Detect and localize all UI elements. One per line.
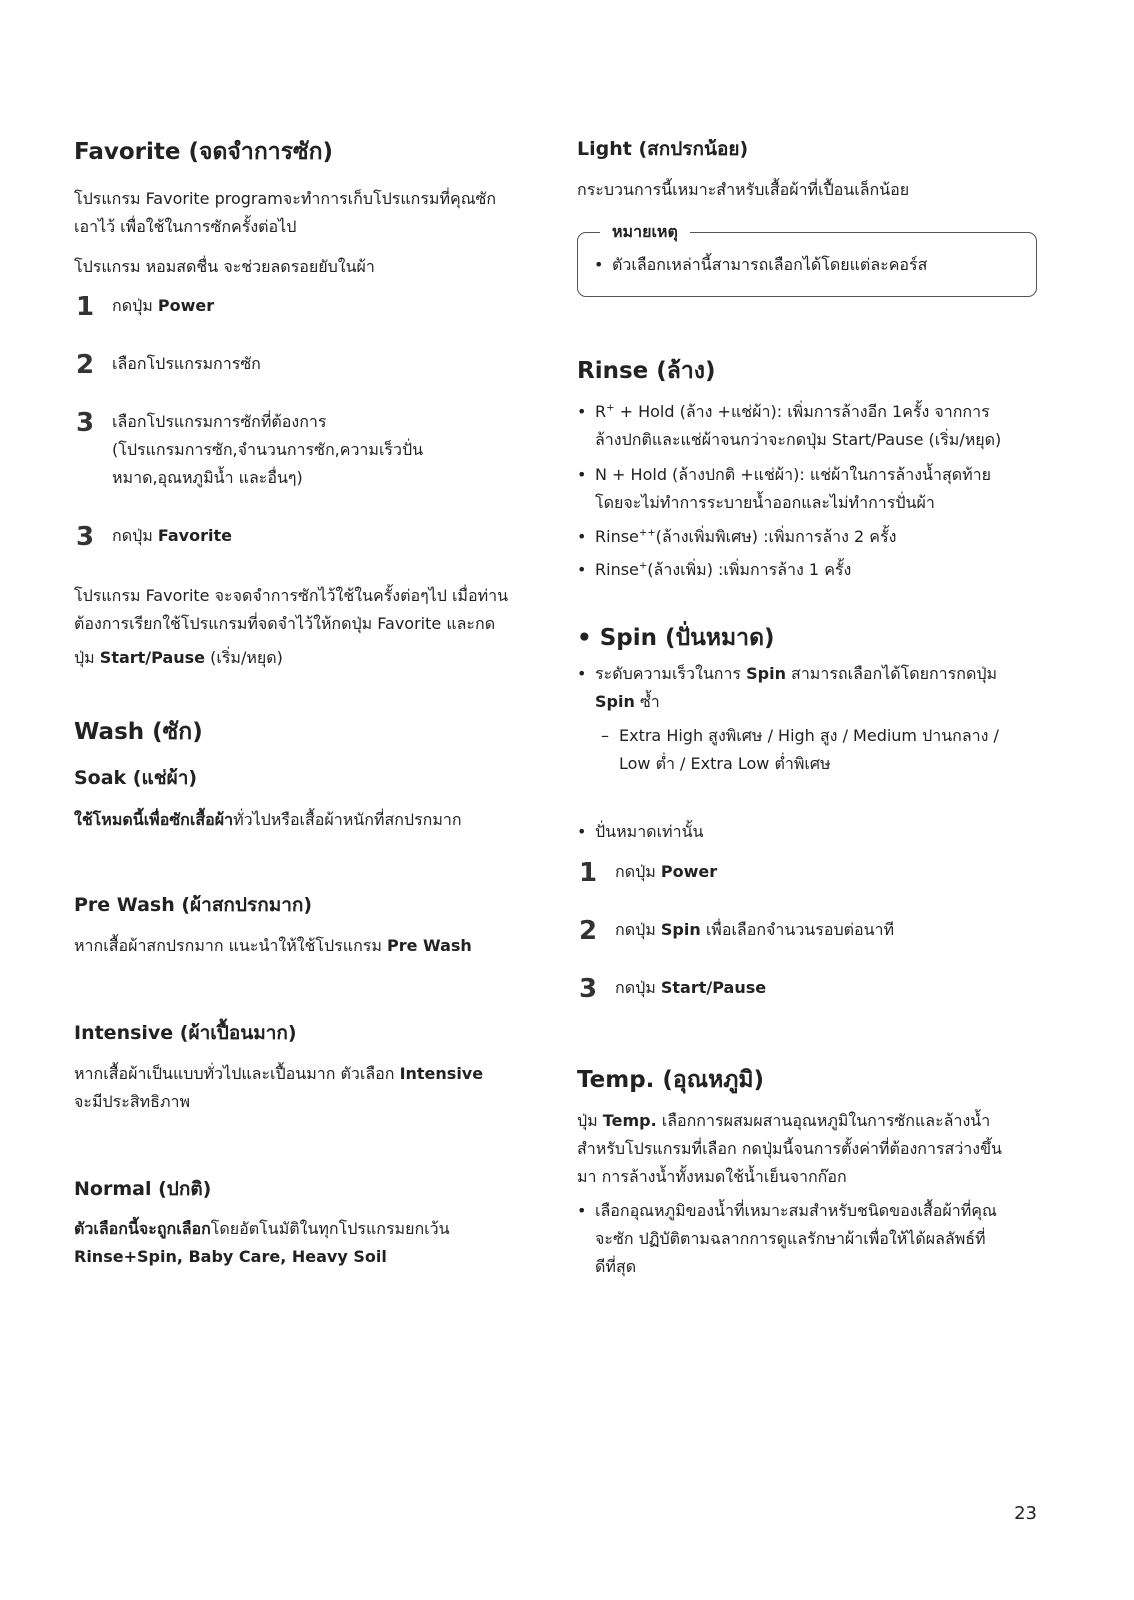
note-box bbox=[577, 222, 1037, 297]
text-line: Spin ซ้ำ bbox=[595, 692, 660, 711]
text-line: Extra High สูงพิเศษ / High สูง / Medium ปานกลาง / bbox=[619, 726, 999, 745]
bullet-icon: • bbox=[577, 465, 587, 484]
text-line: N + Hold (ล้างปกติ +แช่ผ้า): แช่ผ้าในการล้างน้ำสุดท้าย bbox=[595, 465, 992, 484]
text-line: มา การล้างน้ำทั้งหมดใช้น้ำเย็นจากก๊อก bbox=[577, 1167, 847, 1186]
favorite-heading: Favorite (จดจำการซัก) bbox=[74, 139, 334, 165]
intensive-heading: Intensive (ผ้าเปื้อนมาก) bbox=[74, 1022, 297, 1044]
text-line: หมาด,อุณหภูมิน้ำ และอื่นๆ) bbox=[112, 468, 303, 487]
text-line: Low ต่ำ / Extra Low ต่ำพิเศษ bbox=[619, 754, 831, 773]
note-bullet: • ตัวเลือกเหล่านี้สามารถเลือกได้โดยแต่ละคอร์ส bbox=[594, 251, 1026, 279]
page-number: 23 bbox=[1014, 1503, 1037, 1524]
rinse-heading: Rinse (ล้าง) bbox=[577, 358, 716, 384]
temp-text bbox=[577, 1107, 1039, 1191]
bullet-icon: • bbox=[577, 560, 587, 579]
text-line: ดีที่สุด bbox=[595, 1257, 637, 1276]
normal-heading: Normal (ปกติ) bbox=[74, 1178, 212, 1200]
text-line: ระดับความเร็วในการ Spin สามารถเลือกได้โดยการกดปุ่ม bbox=[595, 664, 998, 683]
soak-text: ใช้โหมดนี้เพื่อซักเสื้อผ้าทั่วไปหรือเสื้อผ้าหนักที่สกปรกมาก bbox=[74, 810, 462, 829]
text-line: ต้องการเรียกใช้โปรแกรมที่จดจำไว้ให้กดปุ่ม Favorite และกด bbox=[74, 614, 496, 633]
step-number: 3 bbox=[579, 974, 598, 1004]
normal-text bbox=[74, 1215, 544, 1271]
text-line: โปรแกรม Favorite จะจดจำการซักไว้ใช้ในครั้งต่อๆไป เมื่อท่าน bbox=[74, 586, 509, 605]
rinse-bullet-1 bbox=[577, 398, 1039, 454]
temp-heading: Temp. (อุณหภูมิ) bbox=[577, 1067, 765, 1093]
favorite-summary bbox=[74, 582, 544, 672]
text-line: สำหรับโปรแกรมที่เลือก กดปุ่มนี้จนการตั้งค่าที่ต้องการสว่างขึ้น bbox=[577, 1139, 1002, 1158]
bullet-icon: • bbox=[577, 527, 587, 546]
text-line: เอาไว้ เพื่อใช้ในการซักครั้งต่อไป bbox=[74, 217, 297, 236]
prewash-text: หากเสื้อผ้าสกปรกมาก แนะนำให้ใช้โปรแกรม Pre Wash bbox=[74, 936, 472, 955]
text-line: R+ + Hold (ล้าง +แช่ผ้า): เพิ่มการล้างอีก 1ครั้ง จากการ bbox=[595, 402, 990, 421]
bullet-icon: • bbox=[577, 664, 587, 683]
text-line: เลือกโปรแกรมการซักที่ต้องการ bbox=[112, 412, 327, 431]
bullet-icon: • bbox=[577, 402, 587, 421]
rinse-bullet-3: • Rinse++(ล้างเพิ่มพิเศษ) :เพิ่มการล้าง 2 ครั้ง bbox=[577, 523, 1039, 551]
bullet-icon: • bbox=[577, 1201, 587, 1220]
text-line: Rinse+Spin, Baby Care, Heavy Soil bbox=[74, 1247, 387, 1266]
step-number: 1 bbox=[76, 292, 95, 322]
step-text: เลือกโปรแกรมการซัก bbox=[112, 354, 261, 373]
bullet-icon: • bbox=[594, 255, 604, 274]
spin-levels bbox=[601, 722, 1039, 778]
text-line: (โปรแกรมการซัก,จำนวนการซัก,ความเร็วปั่น bbox=[112, 440, 424, 459]
prewash-heading: Pre Wash (ผ้าสกปรกมาก) bbox=[74, 894, 313, 916]
step-text: กดปุ่ม bbox=[112, 526, 158, 545]
soak-heading: Soak (แช่ผ้า) bbox=[74, 767, 198, 789]
text-line: โดยจะไม่ทำการระบายน้ำออกและไม่ทำการปั่นผ้า bbox=[595, 493, 935, 512]
text-line: จะมีประสิทธิภาพ bbox=[74, 1092, 191, 1111]
step-text: กดปุ่ม bbox=[112, 296, 158, 315]
bullet-icon: • bbox=[577, 822, 587, 841]
text-line: ปุ่ม Start/Pause (เริ่ม/หยุด) bbox=[74, 648, 283, 667]
spin-heading: • Spin (ปั่นหมาด) bbox=[577, 625, 775, 651]
rinse-bullet-4: • Rinse+(ล้างเพิ่ม) :เพิ่มการล้าง 1 ครั้ง bbox=[577, 556, 1039, 584]
step-button-name: Power bbox=[157, 296, 215, 315]
spin-bullet-1 bbox=[577, 660, 1039, 716]
dash-icon: – bbox=[601, 726, 609, 745]
step-button-name: Favorite bbox=[157, 526, 232, 545]
step-number: 1 bbox=[579, 858, 598, 888]
wash-heading: Wash (ซัก) bbox=[74, 719, 203, 745]
step-number: 2 bbox=[579, 916, 598, 946]
text-line: ตัวเลือกนี้จะถูกเลือกโดยอัตโนมัติในทุกโปรแกรมยกเว้น bbox=[74, 1219, 450, 1238]
light-text: กระบวนการนี้เหมาะสำหรับเสื้อผ้าที่เปื้อนเล็กน้อย bbox=[577, 180, 910, 199]
intensive-text bbox=[74, 1060, 544, 1116]
step-number: 3 bbox=[76, 408, 95, 438]
favorite-intro bbox=[74, 185, 544, 241]
temp-bullet bbox=[577, 1197, 1039, 1281]
rinse-bullet-2 bbox=[577, 461, 1039, 517]
step-number: 2 bbox=[76, 350, 95, 380]
spin-bullet-2: • ปั่นหมาดเท่านั้น bbox=[577, 818, 1039, 846]
text-line: หากเสื้อผ้าเป็นแบบทั่วไปและเปื้อนมาก ตัวเลือก Intensive bbox=[74, 1064, 484, 1083]
text-line: จะซัก ปฏิบัติตามฉลากการดูแลรักษาผ้าเพื่อให้ได้ผลลัพธ์ที่ bbox=[595, 1229, 986, 1248]
text-line: ล้างปกติและแช่ผ้าจนกว่าจะกดปุ่ม Start/Pause (เริ่ม/หยุด) bbox=[595, 430, 1002, 449]
text-line: ปุ่ม Temp. เลือกการผสมผสานอุณหภูมิในการซักและล้างน้ำ bbox=[577, 1111, 991, 1130]
text-line: เลือกอุณหภูมิของน้ำที่เหมาะสมสำหรับชนิดของเสื้อผ้าที่คุณ bbox=[595, 1201, 997, 1220]
text-line: โปรแกรม Favorite programจะทำการเก็บโปรแกรมที่คุณซัก bbox=[74, 189, 497, 208]
step-number: 3 bbox=[76, 522, 95, 552]
favorite-note: โปรแกรม หอมสดชื่น จะช่วยลดรอยยับในผ้า bbox=[74, 257, 375, 276]
light-heading: Light (สกปรกน้อย) bbox=[577, 138, 749, 160]
note-title: หมายเหตุ bbox=[600, 220, 690, 244]
step-text bbox=[112, 408, 544, 492]
